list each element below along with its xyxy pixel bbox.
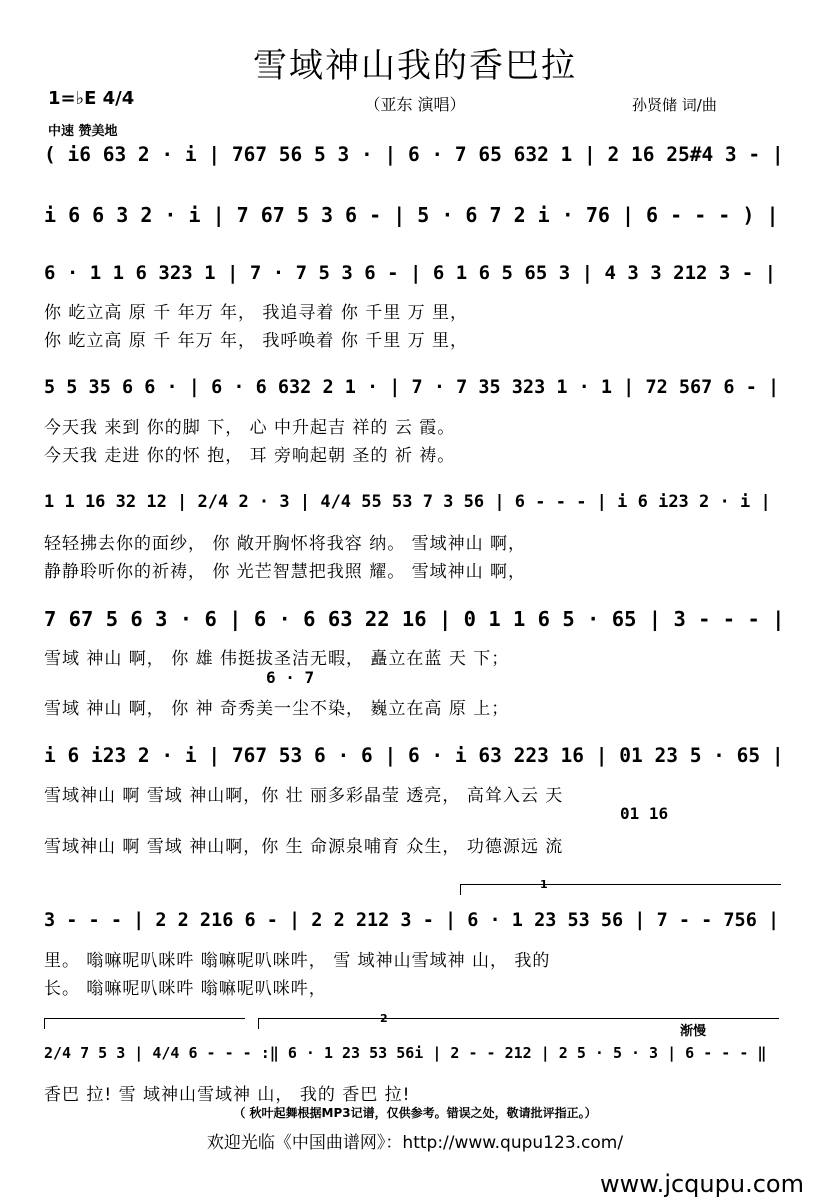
score-row-8-notes: 3 - - - | 2 2 216 6 - | 2 2 212 3 - | 6 · 1 23 53 56 | 7 - - 756 | — [44, 910, 780, 931]
score-row-6-lyric-1: 雪域 神山 啊， 你 雄 伟挺拔圣洁无暇， 矗立在蓝 天 下； — [44, 649, 510, 669]
key-signature: 1=♭E 4/4 — [48, 88, 135, 109]
score-row-5-notes: 1 1 16 32 12 | 2/4 2 · 3 | 4/4 55 53 7 3 56 | 6 - - - | i 6 i23 2 · i | — [44, 492, 771, 512]
score-row-3-lyric-2: 你 屹立高 原 千 年万 年， 我呼唤着 你 千里 万 里， — [44, 331, 469, 351]
score-row-6-notes: 7 67 5 6 3 · 6 | 6 · 6 63 22 16 | 0 1 1 6 5 · 65 | 3 - - - | — [44, 607, 785, 631]
composer-credit: 孙贤储 词/曲 — [632, 96, 717, 114]
score-row-7-lyric-1: 雪域神山 啊 雪域 神山啊，你 壮 丽多彩晶莹 透亮， 高耸入云 天 — [44, 786, 564, 806]
score-row-4-lyric-1: 今天我 来到 你的脚 下， 心 中升起吉 祥的 云 霞。 — [44, 418, 456, 438]
song-title: 雪域神山我的香巴拉 — [253, 46, 577, 86]
volta-number-1: 1 — [540, 878, 548, 891]
volta-bracket-1-end — [44, 1018, 245, 1029]
score-row-4-notes: 5 5 35 6 6 · | 6 · 6 632 2 1 · | 7 · 7 35 323 1 · 1 | 72 567 6 - | — [44, 377, 780, 398]
score-row-2-notes: i 6 6 3 2 · i | 7 67 5 3 6 - | 5 · 6 7 2 i · 76 | 6 - - - ) | — [44, 203, 779, 227]
score-row-8-lyric-1: 里。 嗡嘛呢叭咪吽 嗡嘛呢叭咪吽， 雪 域神山雪域神 山， 我的 — [44, 951, 551, 971]
score-row-7-lyric-2: 雪域神山 啊 雪域 神山啊，你 生 命源泉哺育 众生， 功德源远 流 — [44, 837, 564, 857]
score-row-9-notes: 2/4 7 5 3 | 4/4 6 - - - :‖ 6 · 1 23 53 56i | 2 - - 212 | 2 5 · 5 · 3 | 6 - - - ‖ — [44, 1044, 767, 1062]
score-row-6-ossia: 6 · 7 — [266, 668, 315, 687]
score-row-3-notes: 6 · 1 1 6 323 1 | 7 · 7 5 3 6 - | 6 1 6 5 65 3 | 4 3 3 212 3 - | — [44, 262, 777, 284]
performer-subtitle: （亚东 演唱） — [364, 95, 466, 114]
score-row-7-ossia: 01 16 — [620, 804, 669, 823]
score-row-8-lyric-2: 长。 嗡嘛呢叭咪吽 嗡嘛呢叭咪吽， — [44, 979, 327, 999]
volta-bracket-1 — [460, 884, 781, 895]
site-watermark: www.jcqupu.com — [600, 1170, 804, 1198]
score-row-1-notes: ( i6 63 2 · i | 767 56 5 3 · | 6 · 7 65 632 1 | 2 16 25#4 3 - | — [44, 143, 784, 166]
score-row-5-lyric-2: 静静聆听你的祈祷， 你 光芒智慧把我照 耀。 雪域神山 啊， — [44, 562, 527, 582]
score-row-7-notes: i 6 i23 2 · i | 767 53 6 · 6 | 6 · i 63 223 16 | 01 23 5 · 65 | — [44, 744, 784, 767]
score-row-9-lyric-1: 香巴 拉! 雪 域神山雪域神 山， 我的 香巴 拉! — [44, 1085, 411, 1105]
score-row-4-lyric-2: 今天我 走进 你的怀 抱， 耳 旁响起朝 圣的 祈 祷。 — [44, 446, 456, 466]
transcription-note: （ 秋叶起舞根据MP3记谱，仅供参考。错误之处，敬请批评指正。） — [233, 1106, 597, 1120]
score-row-6-lyric-2: 雪域 神山 啊， 你 神 奇秀美一尘不染， 巍立在高 原 上； — [44, 699, 510, 719]
tempo-marking: 中速 赞美地 — [48, 124, 118, 139]
score-row-5-lyric-1: 轻轻拂去你的面纱， 你 敞开胸怀将我容 纳。 雪域神山 啊， — [44, 534, 527, 554]
tempo-change-marking: 渐慢 — [680, 1024, 707, 1039]
score-row-3-lyric-1: 你 屹立高 原 千 年万 年， 我追寻着 你 千里 万 里， — [44, 303, 469, 323]
volta-number-2: 2 — [380, 1012, 388, 1025]
site-welcome-link[interactable]: 欢迎光临《中国曲谱网》：http://www.qupu123.com/ — [206, 1133, 624, 1153]
